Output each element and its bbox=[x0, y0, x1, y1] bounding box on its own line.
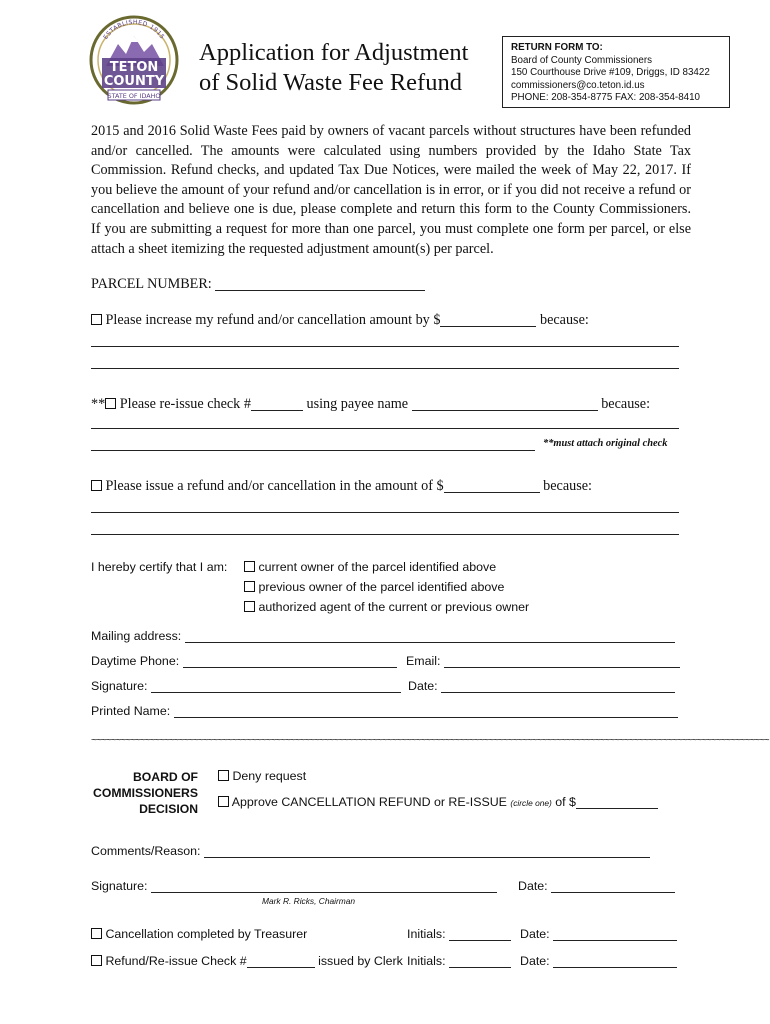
treasurer-initials-label: Initials: bbox=[407, 927, 450, 941]
board-decision-label bbox=[92, 769, 198, 817]
reissue-check-number-field[interactable] bbox=[251, 397, 303, 411]
svg-text:TETON: TETON bbox=[109, 60, 159, 75]
clerk-row bbox=[91, 954, 403, 968]
reissue-text-c: because: bbox=[597, 396, 651, 412]
treasurer-checkbox[interactable] bbox=[91, 928, 102, 939]
return-form-line1: Board of County Commissioners bbox=[511, 54, 653, 66]
issue-checkbox[interactable] bbox=[91, 480, 102, 491]
certify-previous-checkbox[interactable] bbox=[244, 581, 255, 592]
email-row bbox=[406, 654, 680, 668]
form-title-line2: of Solid Waste Fee Refund bbox=[199, 69, 462, 96]
deny-request-text: Deny request bbox=[232, 769, 307, 783]
treasurer-text: Cancellation completed by Treasurer bbox=[105, 927, 308, 941]
reissue-checkbox[interactable] bbox=[105, 398, 116, 409]
reissue-reason-line-2[interactable] bbox=[91, 450, 535, 451]
certify-current-text: current owner of the parcel identified above bbox=[258, 560, 497, 574]
return-form-box bbox=[502, 36, 730, 108]
board-signature-row bbox=[91, 879, 497, 893]
certify-agent-text: authorized agent of the current or previous owner bbox=[258, 600, 530, 614]
treasurer-date-field[interactable] bbox=[553, 927, 677, 941]
treasurer-row bbox=[91, 927, 307, 941]
board-date-field[interactable] bbox=[551, 879, 675, 893]
comments-row bbox=[91, 844, 650, 858]
approve-circle-one: (circle one) bbox=[510, 798, 552, 808]
reissue-reason-line-1[interactable] bbox=[91, 428, 679, 429]
clerk-checkbox[interactable] bbox=[91, 955, 102, 966]
approve-text-a: Approve CANCELLATION REFUND or RE-ISSUE bbox=[231, 795, 511, 809]
svg-text:ESTABLISHED 1915: ESTABLISHED 1915 bbox=[102, 18, 166, 41]
form-title bbox=[199, 38, 468, 98]
mailing-address-label: Mailing address: bbox=[91, 629, 185, 643]
approve-text-b: of $ bbox=[551, 795, 576, 809]
daytime-phone-field[interactable] bbox=[183, 654, 397, 668]
return-form-line2: 150 Courthouse Drive #109, Driggs, ID 83422 bbox=[511, 67, 710, 79]
printed-name-row bbox=[91, 704, 678, 718]
daytime-phone-row bbox=[91, 654, 397, 668]
comments-field[interactable] bbox=[204, 844, 650, 858]
certify-agent-checkbox[interactable] bbox=[244, 601, 255, 612]
deny-request-checkbox[interactable] bbox=[218, 770, 229, 781]
board-date-row bbox=[518, 879, 675, 893]
increase-text-b: because: bbox=[536, 312, 589, 328]
treasurer-date-row bbox=[520, 927, 677, 941]
certify-option-current bbox=[244, 560, 496, 574]
certify-option-previous bbox=[244, 580, 504, 594]
treasurer-initials-row bbox=[407, 927, 511, 941]
signature-field[interactable] bbox=[151, 679, 401, 693]
issue-option-row bbox=[91, 478, 592, 495]
mailing-address-field[interactable] bbox=[185, 629, 675, 643]
clerk-date-label: Date: bbox=[520, 954, 554, 968]
increase-checkbox[interactable] bbox=[91, 314, 102, 325]
parcel-number-row bbox=[91, 276, 425, 293]
clerk-date-row bbox=[520, 954, 677, 968]
mailing-address-row bbox=[91, 629, 675, 643]
board-decision-label-line2: COMMISSIONERS bbox=[93, 786, 198, 800]
clerk-text-b: issued by Clerk bbox=[314, 954, 403, 968]
board-decision-label-line3: DECISION bbox=[139, 802, 198, 816]
svg-text:STATE OF IDAHO: STATE OF IDAHO bbox=[107, 92, 161, 100]
increase-reason-line-2[interactable] bbox=[91, 368, 679, 369]
approve-row bbox=[218, 795, 658, 809]
teton-county-seal bbox=[88, 14, 180, 110]
clerk-initials-field[interactable] bbox=[449, 954, 511, 968]
signature-date-row bbox=[408, 679, 675, 693]
chairman-name: Mark R. Ricks, Chairman bbox=[262, 896, 356, 906]
reissue-note: **must attach original check bbox=[543, 438, 668, 449]
signature-date-label: Date: bbox=[408, 679, 442, 693]
svg-text:COUNTY: COUNTY bbox=[103, 74, 165, 89]
clerk-date-field[interactable] bbox=[553, 954, 677, 968]
daytime-phone-label: Daytime Phone: bbox=[91, 654, 183, 668]
intro-paragraph: 2015 and 2016 Solid Waste Fees paid by owners of vacant parcels without structures have been refunded and/or cancelled. The amounts were calculated using numbers provided by the Idaho State Tax Commission. Refund checks, and updated Tax Due Notices, were mailed the week of May 22, 2017. If you believe the amount of your refund and/or cancellation is in error, or if you did not receive a refund or cancellation and believe one is due, please complete and return this form to the County Commissioners. If you are submitting a request for more than one parcel, you must complete one form per parcel, or else attach a sheet itemizing the requested adjustment amount(s) per parcel. bbox=[91, 123, 691, 257]
parcel-number-label: PARCEL NUMBER: bbox=[91, 276, 216, 292]
clerk-check-number-field[interactable] bbox=[247, 954, 315, 968]
reissue-option-row bbox=[91, 396, 650, 413]
deny-request-row bbox=[218, 769, 306, 783]
issue-text-a: Please issue a refund and/or cancellation in the amount of $ bbox=[105, 478, 444, 494]
reissue-text-a: Please re-issue check # bbox=[119, 396, 251, 412]
board-signature-label: Signature: bbox=[91, 879, 151, 893]
treasurer-initials-field[interactable] bbox=[449, 927, 511, 941]
clerk-initials-row bbox=[407, 954, 511, 968]
board-date-label: Date: bbox=[518, 879, 552, 893]
reissue-prefix: ** bbox=[91, 396, 106, 412]
return-form-line4: PHONE: 208-354-8775 FAX: 208-354-8410 bbox=[511, 92, 700, 104]
treasurer-date-label: Date: bbox=[520, 927, 554, 941]
certify-current-checkbox[interactable] bbox=[244, 561, 255, 572]
reissue-payee-field[interactable] bbox=[412, 397, 598, 411]
board-decision-label-line1: BOARD OF bbox=[133, 770, 198, 784]
reissue-text-b: using payee name bbox=[302, 396, 412, 412]
approve-checkbox[interactable] bbox=[218, 796, 229, 807]
issue-reason-line-2[interactable] bbox=[91, 534, 679, 535]
signature-date-field[interactable] bbox=[441, 679, 675, 693]
email-field[interactable] bbox=[444, 654, 680, 668]
printed-name-field[interactable] bbox=[174, 704, 678, 718]
issue-reason-line-1[interactable] bbox=[91, 512, 679, 513]
issue-amount-field[interactable] bbox=[444, 479, 540, 493]
signature-label: Signature: bbox=[91, 679, 151, 693]
return-form-heading: RETURN FORM TO: bbox=[511, 42, 603, 53]
email-label: Email: bbox=[406, 654, 444, 668]
certify-label: I hereby certify that I am: bbox=[91, 560, 228, 574]
signature-row bbox=[91, 679, 401, 693]
increase-amount-field[interactable] bbox=[440, 313, 536, 327]
increase-text-a: Please increase my refund and/or cancellation amount by $ bbox=[105, 312, 441, 328]
comments-label: Comments/Reason: bbox=[91, 844, 204, 858]
increase-option-row bbox=[91, 312, 589, 329]
return-form-line3: commissioners@co.teton.id.us bbox=[511, 79, 645, 91]
printed-name-label: Printed Name: bbox=[91, 704, 174, 718]
certify-option-agent bbox=[244, 600, 529, 614]
issue-text-b: because: bbox=[539, 478, 592, 494]
clerk-initials-label: Initials: bbox=[407, 954, 450, 968]
board-signature-field[interactable] bbox=[151, 879, 497, 893]
approve-amount-field[interactable] bbox=[576, 795, 658, 809]
parcel-number-field[interactable] bbox=[215, 277, 425, 291]
separator-line: ~~~~~~~~~~~~~~~~~~~~~~~~~~~~~~~~~~~~~~~~~~~~~~~~~~~~~~~~~~~~~~~~~~~~~~~~~~~~~~~~~~~~~~~~~~~~~~~~~~~~~~~~~~~~~~~~~~~~~~~~~~~~~~~~~~~~~~~~~~~~ bbox=[91, 735, 769, 746]
clerk-text-a: Refund/Re-issue Check # bbox=[105, 954, 247, 968]
form-title-line1: Application for Adjustment bbox=[199, 39, 469, 66]
increase-reason-line-1[interactable] bbox=[91, 346, 679, 347]
certify-previous-text: previous owner of the parcel identified above bbox=[258, 580, 505, 594]
